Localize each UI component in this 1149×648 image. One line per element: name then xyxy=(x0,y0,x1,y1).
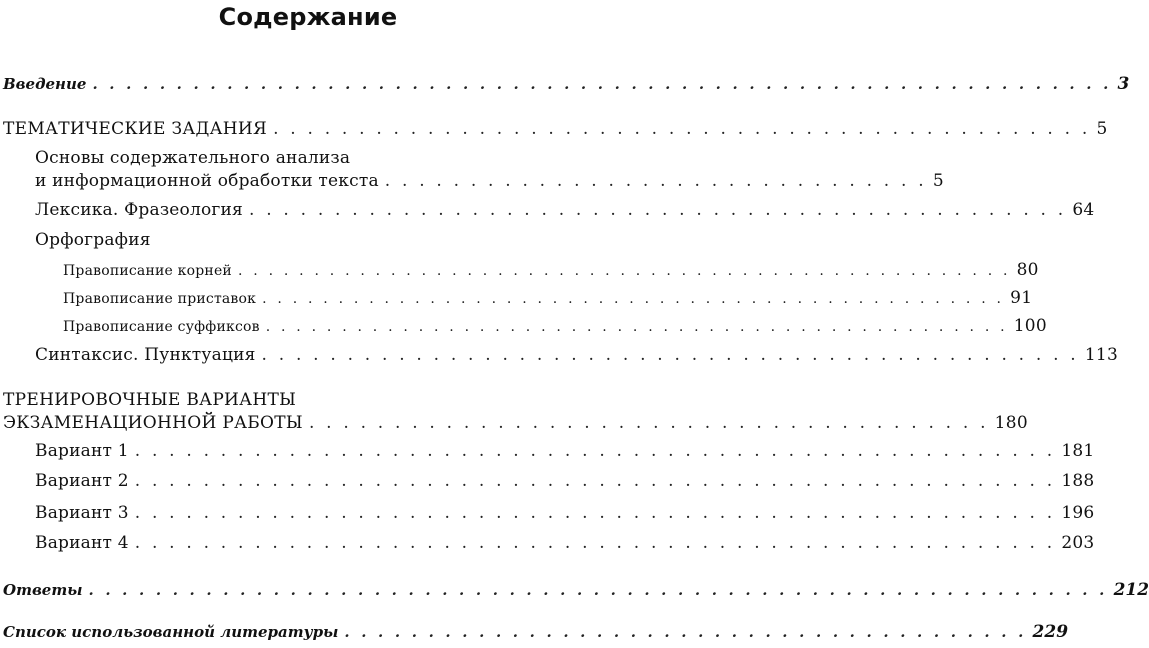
toc-page-number: 100 xyxy=(1013,316,1047,336)
toc-leader-dots: . . . . . . . . . . . . . . . . . . . . . . . . . . . . . . . . . . . . . . . . . . . . . . . . xyxy=(248,200,1067,220)
toc-page-number: 181 xyxy=(1061,441,1095,461)
toc-label-line1: Основы содержательного анализа xyxy=(35,148,351,168)
toc-leader-dots: . . . . . . . . . . . . . . . . . . . . . . . . . . . . . . . . xyxy=(384,171,927,191)
toc-entry-intro[interactable] xyxy=(3,74,1130,94)
toc-label-line1: ТРЕНИРОВОЧНЫЕ ВАРИАНТЫ xyxy=(3,390,297,410)
toc-label: Синтаксис. Пунктуация xyxy=(35,345,256,365)
toc-leader-dots: . . . . . . . . . . . . . . . . . . . . . . . . . . . . . . . . . . . . . . . . xyxy=(308,413,989,433)
toc-entry-lexicon[interactable] xyxy=(35,200,1095,220)
toc-leader-dots: . . . . . . . . . . . . . . . . . . . . . . . . . . . . . . . . . . . . . . . . . . . . . . . . . xyxy=(262,291,1005,307)
toc-entry-answers[interactable] xyxy=(3,580,1149,600)
toc-entry-analysis[interactable] xyxy=(35,171,944,191)
toc-leader-dots: . . . . . . . . . . . . . . . . . . . . . . . . . . . . . . . . . . . . . . . . . . . . . . . . . . . . . . xyxy=(134,441,1056,461)
toc-label: Вариант 1 xyxy=(35,441,129,461)
toc-page-number: 229 xyxy=(1032,622,1069,642)
toc-entry-training[interactable] xyxy=(3,413,1029,433)
toc-label: Вариант 3 xyxy=(35,503,129,523)
toc-label: ТЕМАТИЧЕСКИЕ ЗАДАНИЯ xyxy=(3,119,268,139)
toc-page-number: 80 xyxy=(1016,260,1039,280)
toc-label: Ответы xyxy=(3,581,83,599)
toc-page-number: 180 xyxy=(994,413,1029,433)
toc-page-number: 212 xyxy=(1113,580,1149,600)
page-title: Содержание xyxy=(218,3,398,31)
toc-page-number: 5 xyxy=(1096,119,1108,139)
toc-leader-dots: . . . . . . . . . . . . . . . . . . . . . . . . . . . . . . . . . . . . . . . . . xyxy=(344,623,1027,641)
toc-leader-dots: . . . . . . . . . . . . . . . . . . . . . . . . . . . . . . . . . . . . . . . . . . . . . . . . . . . . . . xyxy=(134,471,1056,491)
toc-label: Правописание приставок xyxy=(63,291,257,307)
toc-entry-variant2[interactable] xyxy=(35,471,1095,491)
toc-leader-dots: . . . . . . . . . . . . . . . . . . . . . . . . . . . . . . . . . . . . . . . . . . . . . . . . . . . . . . xyxy=(134,533,1056,553)
toc-page-number: 188 xyxy=(1061,471,1095,491)
toc-label: Введение xyxy=(3,75,87,93)
toc-leader-dots: . . . . . . . . . . . . . . . . . . . . . . . . . . . . . . . . . . . . . . . . . . . . . . . . . . . . . . . . . . . . . xyxy=(92,75,1112,93)
toc-leader-dots: . . . . . . . . . . . . . . . . . . . . . . . . . . . . . . . . . . . . . . . . . . . . . . . . . xyxy=(265,319,1008,335)
toc-entry-roots[interactable] xyxy=(63,260,1039,280)
toc-label: Правописание суффиксов xyxy=(63,319,260,335)
toc-page-number: 91 xyxy=(1010,288,1033,308)
toc-entry-suffixes[interactable] xyxy=(63,316,1047,336)
toc-entry-variant3[interactable] xyxy=(35,503,1095,523)
toc-label: Вариант 4 xyxy=(35,533,129,553)
toc-leader-dots: . . . . . . . . . . . . . . . . . . . . . . . . . . . . . . . . . . . . . . . . . . . . . . . . . . . xyxy=(237,263,1011,279)
toc-entry-syntax[interactable] xyxy=(35,345,1118,365)
toc-leader-dots: . . . . . . . . . . . . . . . . . . . . . . . . . . . . . . . . . . . . . . . . . . . . . . . . . . . . . . xyxy=(134,503,1056,523)
toc-leader-dots: . . . . . . . . . . . . . . . . . . . . . . . . . . . . . . . . . . . . . . . . . . . . . . . . . . . . . . . . . . . . . xyxy=(88,581,1108,599)
toc-entry-prefixes[interactable] xyxy=(63,288,1033,308)
toc-page-number: 196 xyxy=(1061,503,1095,523)
toc-entry-variant1[interactable] xyxy=(35,441,1095,461)
toc-entry-thematic[interactable] xyxy=(3,119,1108,139)
toc-leader-dots: . . . . . . . . . . . . . . . . . . . . . . . . . . . . . . . . . . . . . . . . . . . . . . . . xyxy=(261,345,1079,365)
toc-entry-references[interactable] xyxy=(3,622,1069,642)
toc-label: Список использованной литературы xyxy=(3,623,339,641)
toc-label: Правописание корней xyxy=(63,263,232,279)
toc-page-number: 5 xyxy=(932,171,944,191)
toc-page-number: 3 xyxy=(1117,74,1130,94)
toc-page-number: 113 xyxy=(1084,345,1118,365)
toc-leader-dots: . . . . . . . . . . . . . . . . . . . . . . . . . . . . . . . . . . . . . . . . . . . . . . . . xyxy=(273,119,1091,139)
toc-page-number: 203 xyxy=(1061,533,1095,553)
toc-entry-variant4[interactable] xyxy=(35,533,1095,553)
toc-label: и информационной обработки текста xyxy=(35,171,379,191)
toc-label: Лексика. Фразеология xyxy=(35,200,243,220)
toc-label: ЭКЗАМЕНАЦИОННОЙ РАБОТЫ xyxy=(3,413,303,433)
toc-label: Вариант 2 xyxy=(35,471,129,491)
toc-page-number: 64 xyxy=(1072,200,1095,220)
toc-entry-orthography[interactable]: Орфография xyxy=(35,230,151,250)
